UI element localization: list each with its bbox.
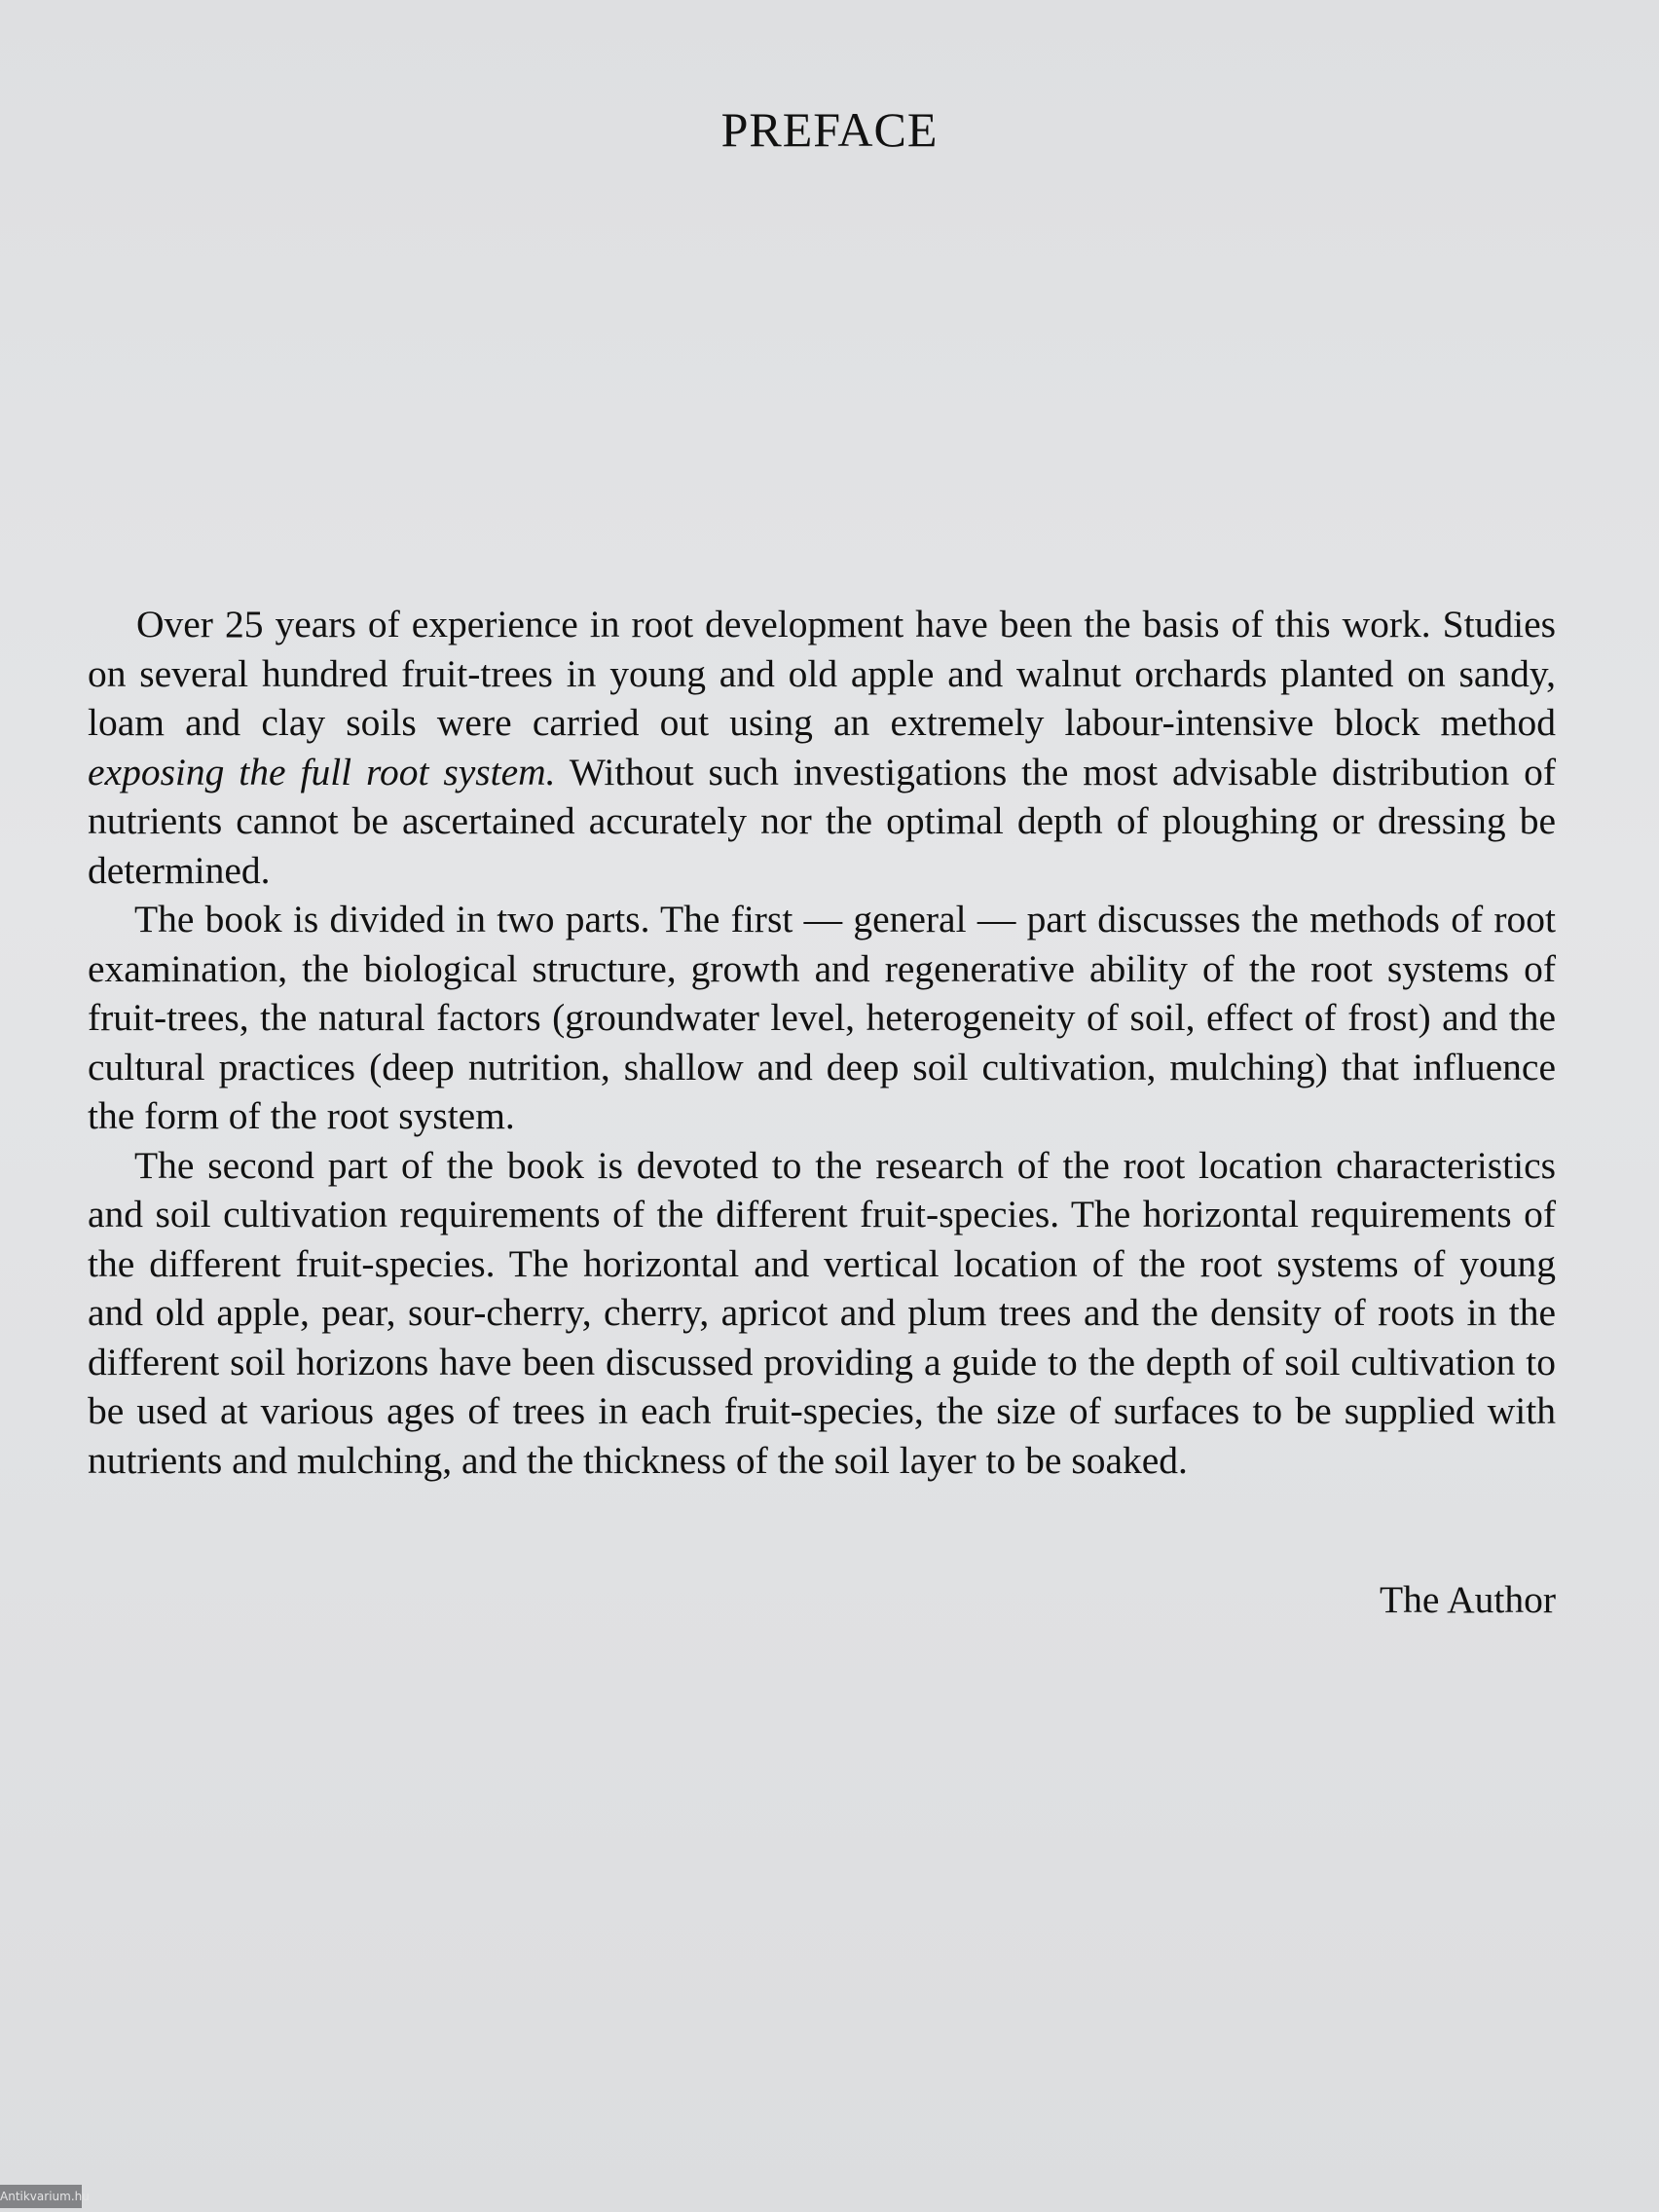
page-title: PREFACE — [720, 102, 939, 157]
paragraph-3: The second part of the book is devoted to the research of the root location characteristics and soil cultivation requirements of the different fruit-species. The horizontal requirements of the different fruit-species. The horizontal and vertical location of the root systems of young and old apple, pear, sour-cherry, cherry, apricot and plum trees and the density of roots in the different soil horizons have been discussed providing a guide to the depth of soil cultivation to be used at various ages of trees in each fruit-species, the size of surfaces to be supplied with nutrients and mulching, and the thickness of the soil layer to be soaked. — [88, 1143, 1556, 1482]
preface-body — [88, 600, 1556, 1485]
paragraph-1 — [88, 600, 1556, 895]
paragraph-2: The book is divided in two parts. The first — general — part discusses the methods of root examination, the biological structure, growth and regenerative ability of the root systems of fruit-trees, the natural factors (groundwater level, heterogeneity of soil, effect of frost) and the cultural practices (deep nutrition, shallow and deep soil cultivation, mulching) that influence the form of the root system. — [88, 898, 1556, 1137]
watermark: Antikvarium.hu — [0, 2185, 82, 2208]
paragraph-1-text-end: Without such investigations the most advisable distribution of nutrients cannot be ascertained accurately nor the optimal depth of ploughing or dressing be determined. — [88, 750, 1557, 892]
paragraph-1-emphasis: exposing the full root system. — [88, 750, 556, 793]
author-signature: The Author — [1379, 1578, 1556, 1621]
paragraph-1-text-start: Over 25 years of experience in root development have been the basis of this work. Studies on several hundred fruit-trees in young and old apple and walnut orchards planted on sandy, loam and clay soils were carried out using an extremely labour-intensive block method — [88, 603, 1556, 744]
